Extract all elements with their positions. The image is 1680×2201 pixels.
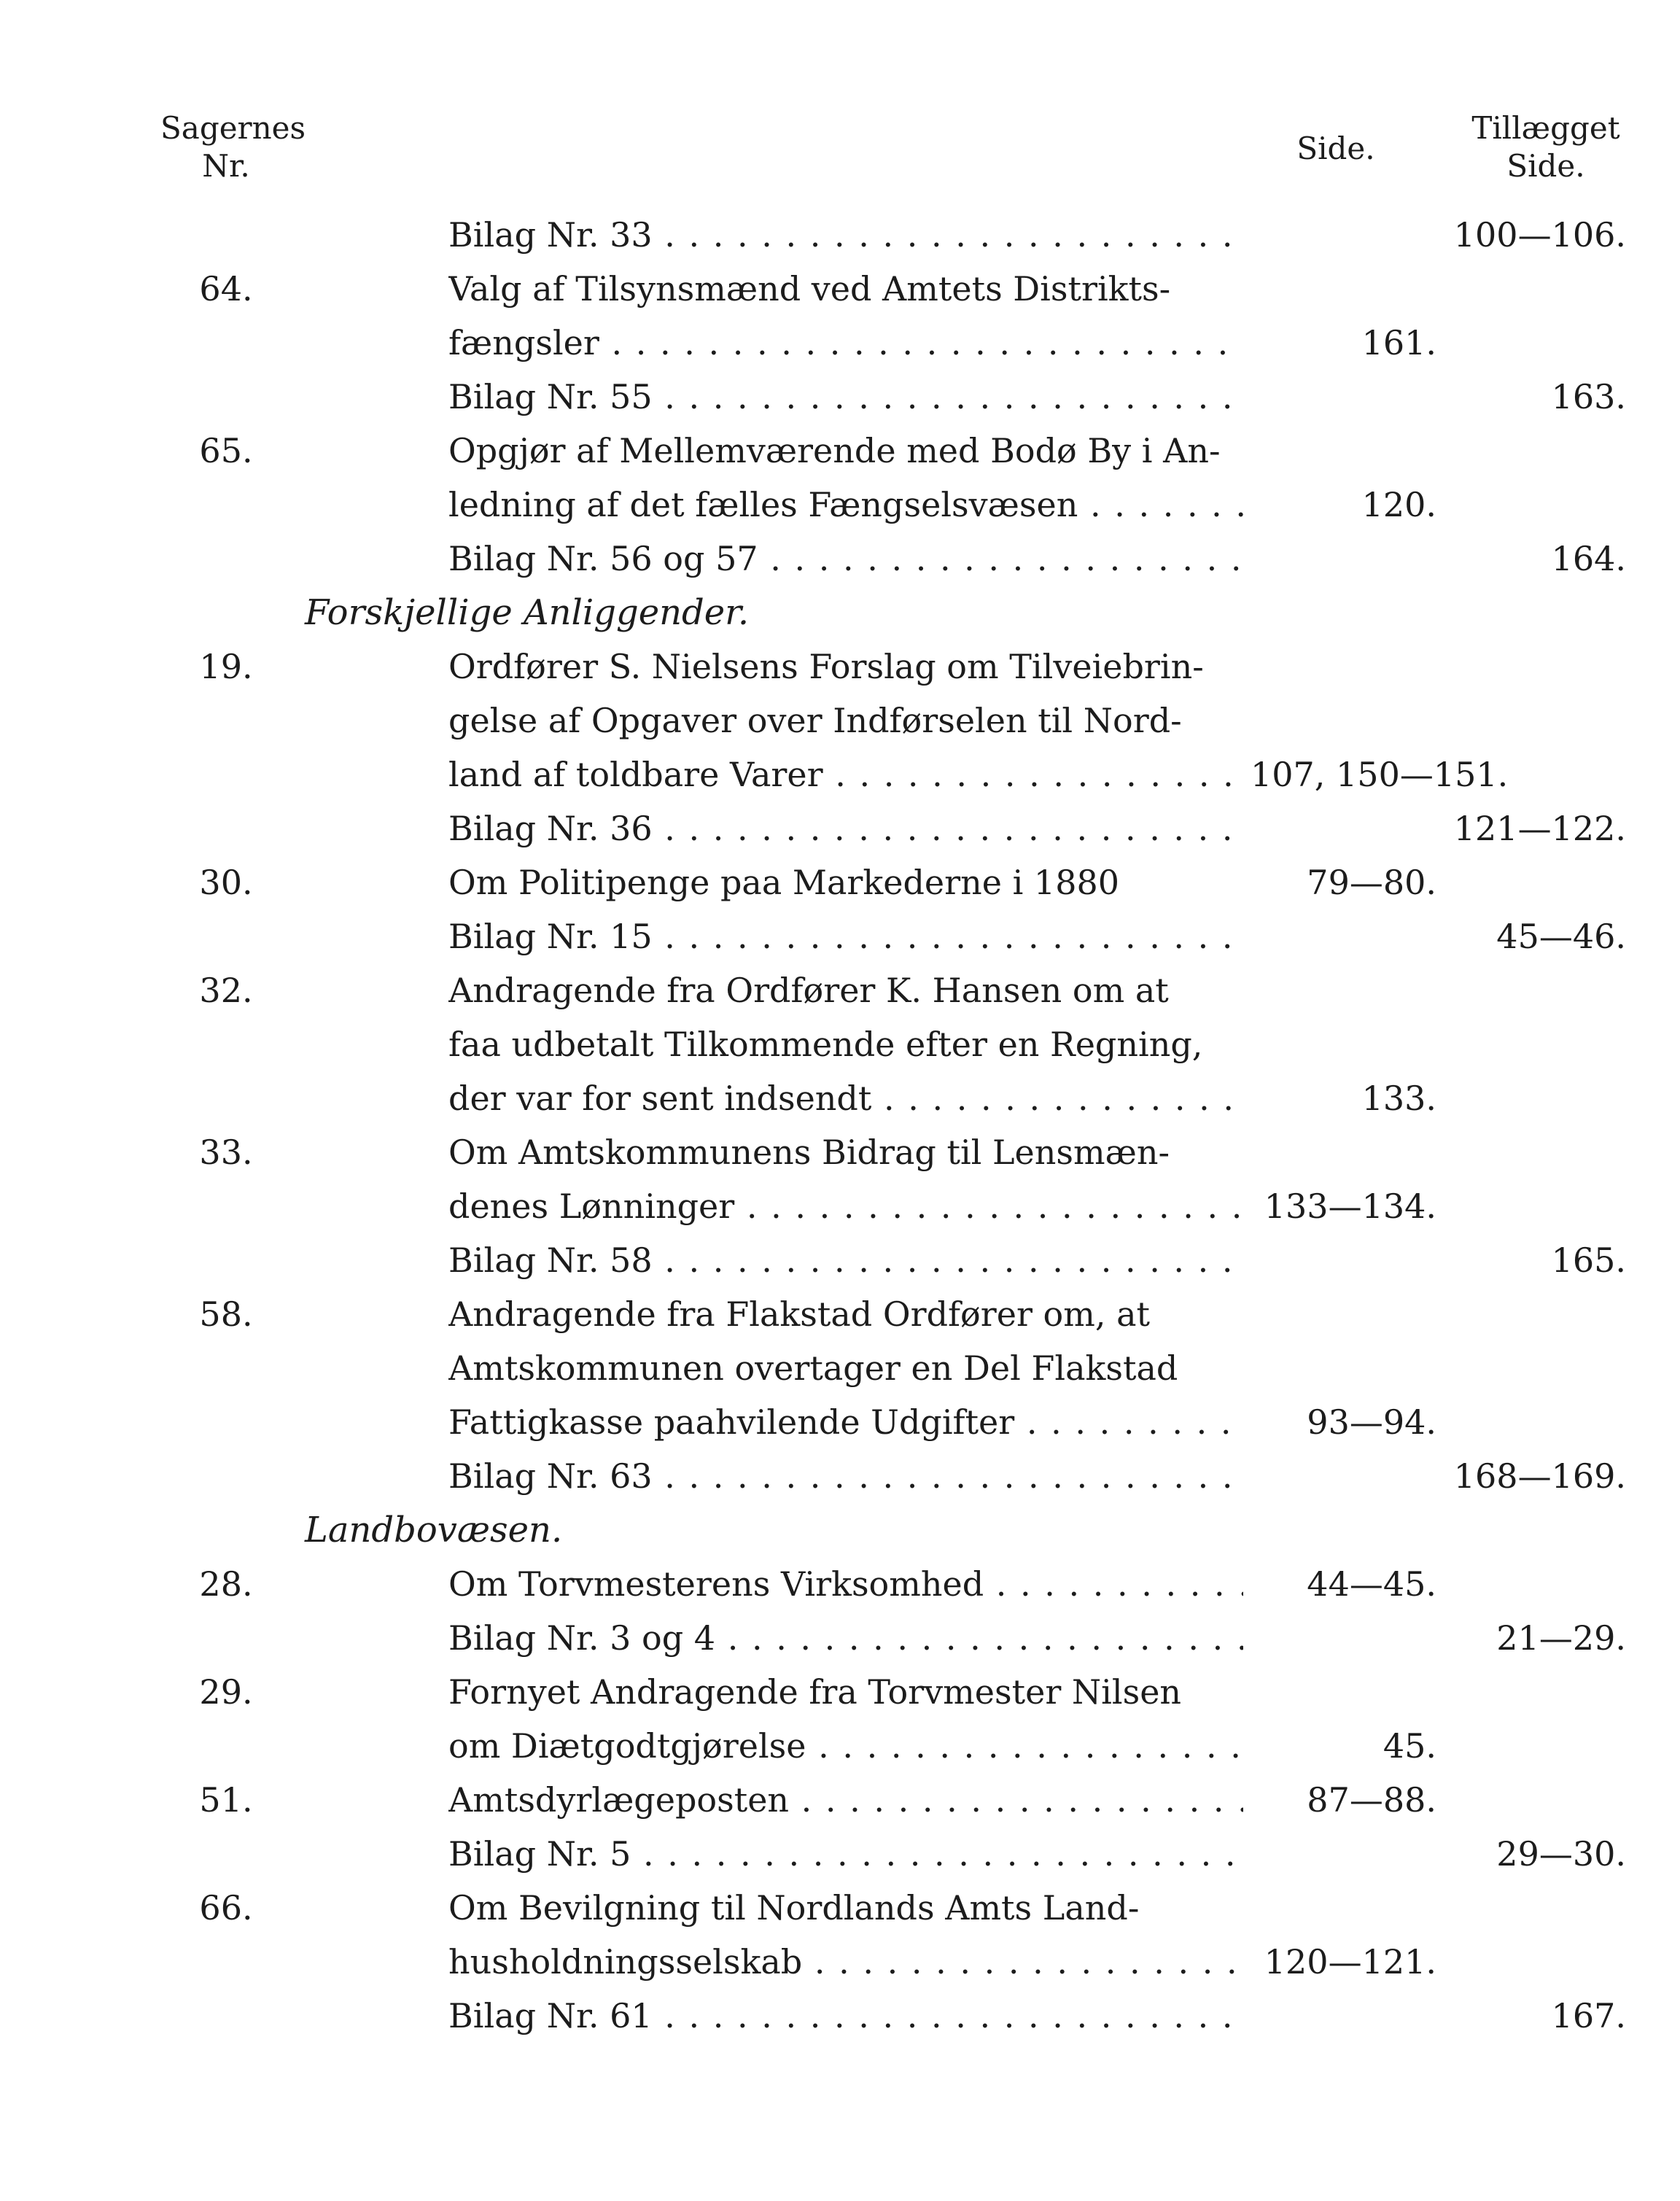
index-row [0,1125,1680,1179]
entry-text: Om Politipenge paa Markederne i 1880 [448,863,1119,902]
case-number: 19. [199,647,253,686]
header-page: Side. [1296,131,1375,166]
entry-text: gelse af Opgaver over Indførselen til Nord- [448,701,1182,740]
supplement-reference: 168—169. [1453,1456,1626,1496]
supplement-reference: 167. [1551,1996,1626,2035]
index-row [0,370,1680,424]
entry-text: land af toldbare Varer . . . [448,748,1243,801]
entry-text: om Diætgodtgjørelse . . . [448,1719,1243,1773]
index-row [0,1881,1680,1935]
page-reference: 120. [1361,485,1436,524]
page-reference: 133. [1361,1079,1436,1118]
entry-text: Fornyet Andragende fra Torvmester Nilsen [448,1672,1182,1712]
index-row [0,909,1680,963]
supplement-reference: 121—122. [1453,809,1626,848]
case-number: 32. [199,971,253,1010]
entry-text: Amtskommunen overtager en Del Flakstad [448,1348,1178,1388]
entry-text: Bilag Nr. 15 . . . [448,909,1243,963]
section-heading: Forskjellige Anliggender. [305,592,750,633]
index-row [0,1017,1680,1071]
entry-text: Ordfører S. Nielsens Forslag om Tilveiebrin- [448,647,1204,686]
index-entries [0,208,1680,2043]
entry-text: Om Amtskommunens Bidrag til Lensmæn- [448,1133,1170,1172]
section-heading: Landbovæsen. [305,1510,563,1550]
index-row [0,1557,1680,1611]
page-reference: 161. [1361,323,1436,362]
header-case-number: Sagernes Nr. [160,110,306,184]
entry-text: der var for sent indsendt . . . [448,1071,1243,1125]
entry-text: Bilag Nr. 58 . . . [448,1233,1243,1287]
index-row [0,1341,1680,1395]
supplement-reference: 45—46. [1496,917,1626,956]
page-reference: 133—134. [1264,1187,1436,1226]
index-row [0,1665,1680,1719]
case-number: 65. [199,431,253,470]
entry-text: ledning af det fælles Fængselsvæsen . . . [448,478,1243,532]
case-number: 30. [199,863,253,902]
section-heading-row [0,1503,1680,1557]
entry-text: Bilag Nr. 33 . . . [448,208,1243,262]
index-row [0,1989,1680,2043]
supplement-reference: 21—29. [1496,1618,1626,1658]
entry-text: Valg af Tilsynsmænd ved Amtets Distrikts- [448,269,1171,308]
supplement-reference: 100—106. [1453,215,1626,255]
index-row [0,855,1680,909]
index-row [0,1827,1680,1881]
index-row [0,1719,1680,1773]
index-row [0,1773,1680,1827]
page-reference: 45. [1382,1726,1436,1766]
index-row [0,694,1680,748]
entry-text: Fattigkasse paahvilende Udgifter . . . [448,1395,1243,1449]
header-supplement-page: Tillægget Side. [1471,110,1620,184]
section-heading-row [0,586,1680,640]
entry-text: denes Lønninger . . . [448,1179,1243,1233]
entry-text: Bilag Nr. 55 . . . [448,370,1243,424]
index-row [0,1179,1680,1233]
entry-text: Bilag Nr. 5 . . . [448,1827,1243,1881]
entry-text: Andragende fra Ordfører K. Hansen om at [448,971,1169,1010]
page-reference: 120—121. [1264,1942,1436,1981]
case-number: 51. [199,1780,253,1820]
entry-text: fængsler . . . [448,316,1243,370]
entry-text: Bilag Nr. 63 . . . [448,1449,1243,1503]
index-row [0,478,1680,532]
case-number: 29. [199,1672,253,1712]
page-reference: 44—45. [1307,1564,1436,1604]
case-number: 64. [199,269,253,308]
page-reference: 79—80. [1307,863,1436,902]
entry-text: Om Torvmesterens Virksomhed . . . [448,1557,1243,1611]
index-row [0,1611,1680,1665]
index-row [0,208,1680,262]
entry-text: Bilag Nr. 56 og 57 . . . [448,532,1243,586]
index-row [0,963,1680,1017]
index-row [0,532,1680,586]
index-row [0,640,1680,694]
entry-text: Andragende fra Flakstad Ordfører om, at [448,1294,1151,1334]
index-row [0,1287,1680,1341]
index-row [0,316,1680,370]
index-row [0,1071,1680,1125]
page-reference: 87—88. [1307,1780,1436,1820]
index-row [0,801,1680,855]
page-reference: 107, 150—151. [1251,755,1509,794]
entry-text: Bilag Nr. 61 . . . [448,1989,1243,2043]
supplement-reference: 164. [1551,539,1626,578]
index-row [0,424,1680,478]
entry-text: Bilag Nr. 36 . . . [448,801,1243,855]
case-number: 28. [199,1564,253,1604]
index-row [0,1395,1680,1449]
index-row [0,262,1680,316]
entry-text: faa udbetalt Tilkommende efter en Regning, [448,1025,1203,1064]
index-row [0,1233,1680,1287]
index-row [0,1935,1680,1989]
index-row [0,1449,1680,1503]
entry-text: husholdningsselskab . . . [448,1935,1243,1989]
case-number: 66. [199,1888,253,1928]
entry-text: Opgjør af Mellemværende med Bodø By i An- [448,431,1221,470]
page-reference: 93—94. [1307,1402,1436,1442]
case-number: 58. [199,1294,253,1334]
supplement-reference: 29—30. [1496,1834,1626,1874]
entry-text: Om Bevilgning til Nordlands Amts Land- [448,1888,1140,1928]
supplement-reference: 165. [1551,1241,1626,1280]
entry-text: Bilag Nr. 3 og 4 . . . [448,1611,1243,1665]
supplement-reference: 163. [1551,377,1626,416]
index-row [0,748,1680,801]
case-number: 33. [199,1133,253,1172]
entry-text: Amtsdyrlægeposten . . . [448,1773,1243,1827]
